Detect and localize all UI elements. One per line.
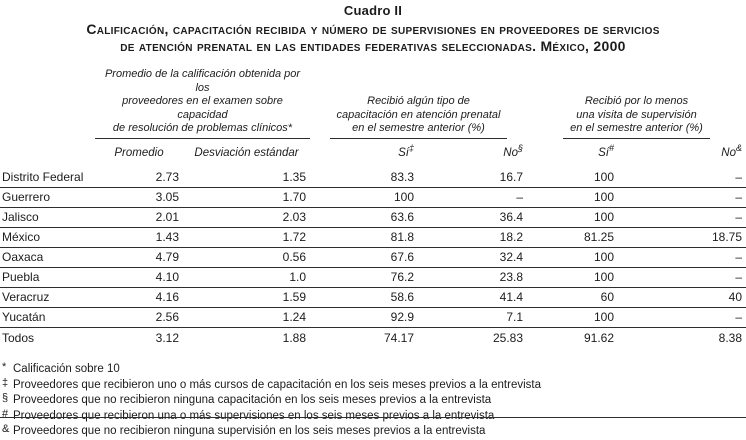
bottom-rule — [0, 417, 746, 418]
footnote-double-dagger: ‡ Proveedores que recibieron uno o más cursos de capacitación en los seis meses previos a la entrevista — [2, 376, 542, 391]
group-header-training — [310, 66, 527, 139]
cell-no-capacitacion: 18.2 — [499, 230, 523, 245]
table-title — [0, 21, 746, 55]
table-title-line1: Calificación, capacitación recibida y número de supervisiones en proveedores de servicios — [86, 21, 660, 37]
cell-desviacion: 0.56 — [282, 250, 306, 265]
column-header-no-capacitacion: No§ — [503, 142, 523, 159]
cell-si-capacitacion: 92.9 — [390, 310, 414, 325]
group3-line2: una visita de supervisión — [576, 108, 697, 121]
group2-line2: capacitación en atención prenatal — [336, 108, 501, 121]
cell-desviacion: 1.70 — [282, 190, 306, 205]
cell-no-supervision: 40 — [728, 290, 743, 305]
cell-no-capacitacion: 23.8 — [499, 270, 523, 285]
cell-si-supervision: 91.62 — [583, 330, 614, 345]
table-row — [0, 287, 746, 307]
cell-si-supervision: 100 — [593, 170, 614, 185]
table-row — [0, 167, 746, 187]
entity-label: Guerrero — [2, 190, 51, 205]
cell-si-capacitacion: 83.3 — [390, 170, 414, 185]
cell-no-supervision: 18.75 — [711, 230, 743, 245]
cell-si-supervision: 60 — [600, 290, 614, 305]
entity-label: Puebla — [2, 270, 40, 285]
entity-label: Todos — [2, 330, 35, 345]
cell-si-supervision: 100 — [593, 190, 614, 205]
footnote-section: § Proveedores que no recibieron ninguna capacitación en los seis meses previos a la entrevista — [2, 392, 492, 407]
cell-promedio: 2.01 — [155, 210, 179, 225]
footnotes — [0, 362, 746, 440]
table-number: Cuadro II — [343, 3, 403, 18]
cell-no-supervision: – — [735, 190, 743, 205]
cell-no-capacitacion: 16.7 — [499, 170, 523, 185]
corner-spacer — [0, 66, 95, 139]
footnote-asterisk: * Calificación sobre 10 — [2, 361, 120, 376]
table-row — [0, 247, 746, 267]
cell-promedio: 4.16 — [155, 290, 179, 305]
column-header-si-capacitacion: Sí‡ — [398, 142, 414, 159]
cell-promedio: 3.05 — [155, 190, 179, 205]
table-row — [0, 267, 746, 287]
row-label-spacer — [0, 139, 95, 168]
cell-no-supervision: – — [735, 250, 743, 265]
table-row — [0, 307, 746, 327]
column-header-desviacion: Desviación estándar — [194, 146, 299, 159]
group1-line2: proveedores en el examen sobre capacidad — [122, 95, 283, 121]
cell-si-capacitacion: 58.6 — [390, 290, 414, 305]
group3-line3: en el semestre anterior (%) — [570, 122, 703, 134]
cell-si-capacitacion: 100 — [393, 190, 414, 205]
group-header-supervision — [527, 66, 746, 139]
entity-label: Veracruz — [2, 290, 50, 305]
cell-promedio: 2.56 — [155, 310, 179, 325]
cell-promedio: 1.43 — [155, 230, 179, 245]
table-title-line2: de atención prenatal en las entidades federativas seleccionadas. México, 2000 — [120, 38, 626, 54]
group3-line1: Recibió por lo menos — [584, 95, 689, 107]
table-row — [0, 227, 746, 247]
cell-promedio: 3.12 — [155, 330, 179, 345]
entity-label: México — [2, 230, 41, 245]
cell-no-supervision: – — [735, 210, 743, 225]
cell-si-capacitacion: 63.6 — [390, 210, 414, 225]
cell-desviacion: 1.24 — [282, 310, 306, 325]
column-header-no-supervision: No& — [721, 142, 743, 159]
table-body — [0, 167, 746, 347]
cell-si-supervision: 81.25 — [583, 230, 614, 245]
cell-no-capacitacion: 41.4 — [499, 290, 523, 305]
entity-label: Distrito Federal — [2, 170, 84, 185]
data-table — [0, 66, 746, 347]
cell-si-supervision: 100 — [593, 210, 614, 225]
cell-no-supervision: – — [735, 310, 743, 325]
cell-si-supervision: 100 — [593, 250, 614, 265]
cell-no-capacitacion: 32.4 — [499, 250, 523, 265]
cell-no-capacitacion: – — [516, 190, 523, 205]
group2-line3: en el semestre anterior (%) — [352, 122, 485, 134]
table-row — [0, 187, 746, 207]
group1-line1: Promedio de la calificación obtenida por los — [104, 68, 301, 94]
column-header-si-supervision: Sí# — [598, 142, 614, 159]
cell-no-supervision: – — [735, 170, 743, 185]
footnote-ampersand: & Proveedores que no recibieron ninguna supervisión en los seis meses previos a la entrevista — [2, 423, 486, 438]
table-row — [0, 207, 746, 227]
cell-si-supervision: 100 — [593, 310, 614, 325]
cell-si-supervision: 100 — [593, 270, 614, 285]
cell-si-capacitacion: 76.2 — [390, 270, 414, 285]
title-block — [0, 0, 746, 55]
entity-label: Jalisco — [2, 210, 39, 225]
sub-header-row — [0, 139, 746, 168]
column-header-promedio: Promedio — [114, 146, 164, 159]
cell-desviacion: 1.59 — [282, 290, 306, 305]
cell-no-capacitacion: 25.83 — [492, 330, 523, 345]
group-header-exam-score — [95, 66, 310, 139]
cell-promedio: 4.10 — [155, 270, 179, 285]
cell-no-capacitacion: 7.1 — [506, 310, 523, 325]
entity-label: Yucatán — [2, 310, 46, 325]
cell-no-capacitacion: 36.4 — [499, 210, 523, 225]
group1-line3: de resolución de problemas clínicos* — [112, 122, 293, 134]
cell-desviacion: 1.0 — [289, 270, 306, 285]
cell-promedio: 2.73 — [155, 170, 179, 185]
cell-no-supervision: – — [735, 270, 743, 285]
group-header-row — [0, 66, 746, 139]
cell-desviacion: 1.88 — [282, 330, 306, 345]
cell-si-capacitacion: 81.8 — [390, 230, 414, 245]
entity-label: Oaxaca — [2, 250, 44, 265]
cell-si-capacitacion: 67.6 — [390, 250, 414, 265]
cell-desviacion: 2.03 — [282, 210, 306, 225]
cell-no-supervision: 8.38 — [718, 330, 743, 345]
cell-desviacion: 1.35 — [282, 170, 306, 185]
group2-line1: Recibió algún tipo de — [367, 95, 470, 107]
footnote-hash: # Proveedores que recibieron una o más supervisiones en los seis meses previos a la entrevista — [2, 407, 495, 422]
cell-desviacion: 1.72 — [282, 230, 306, 245]
cell-promedio: 4.79 — [155, 250, 179, 265]
cell-si-capacitacion: 74.17 — [383, 330, 414, 345]
table-row — [0, 327, 746, 347]
